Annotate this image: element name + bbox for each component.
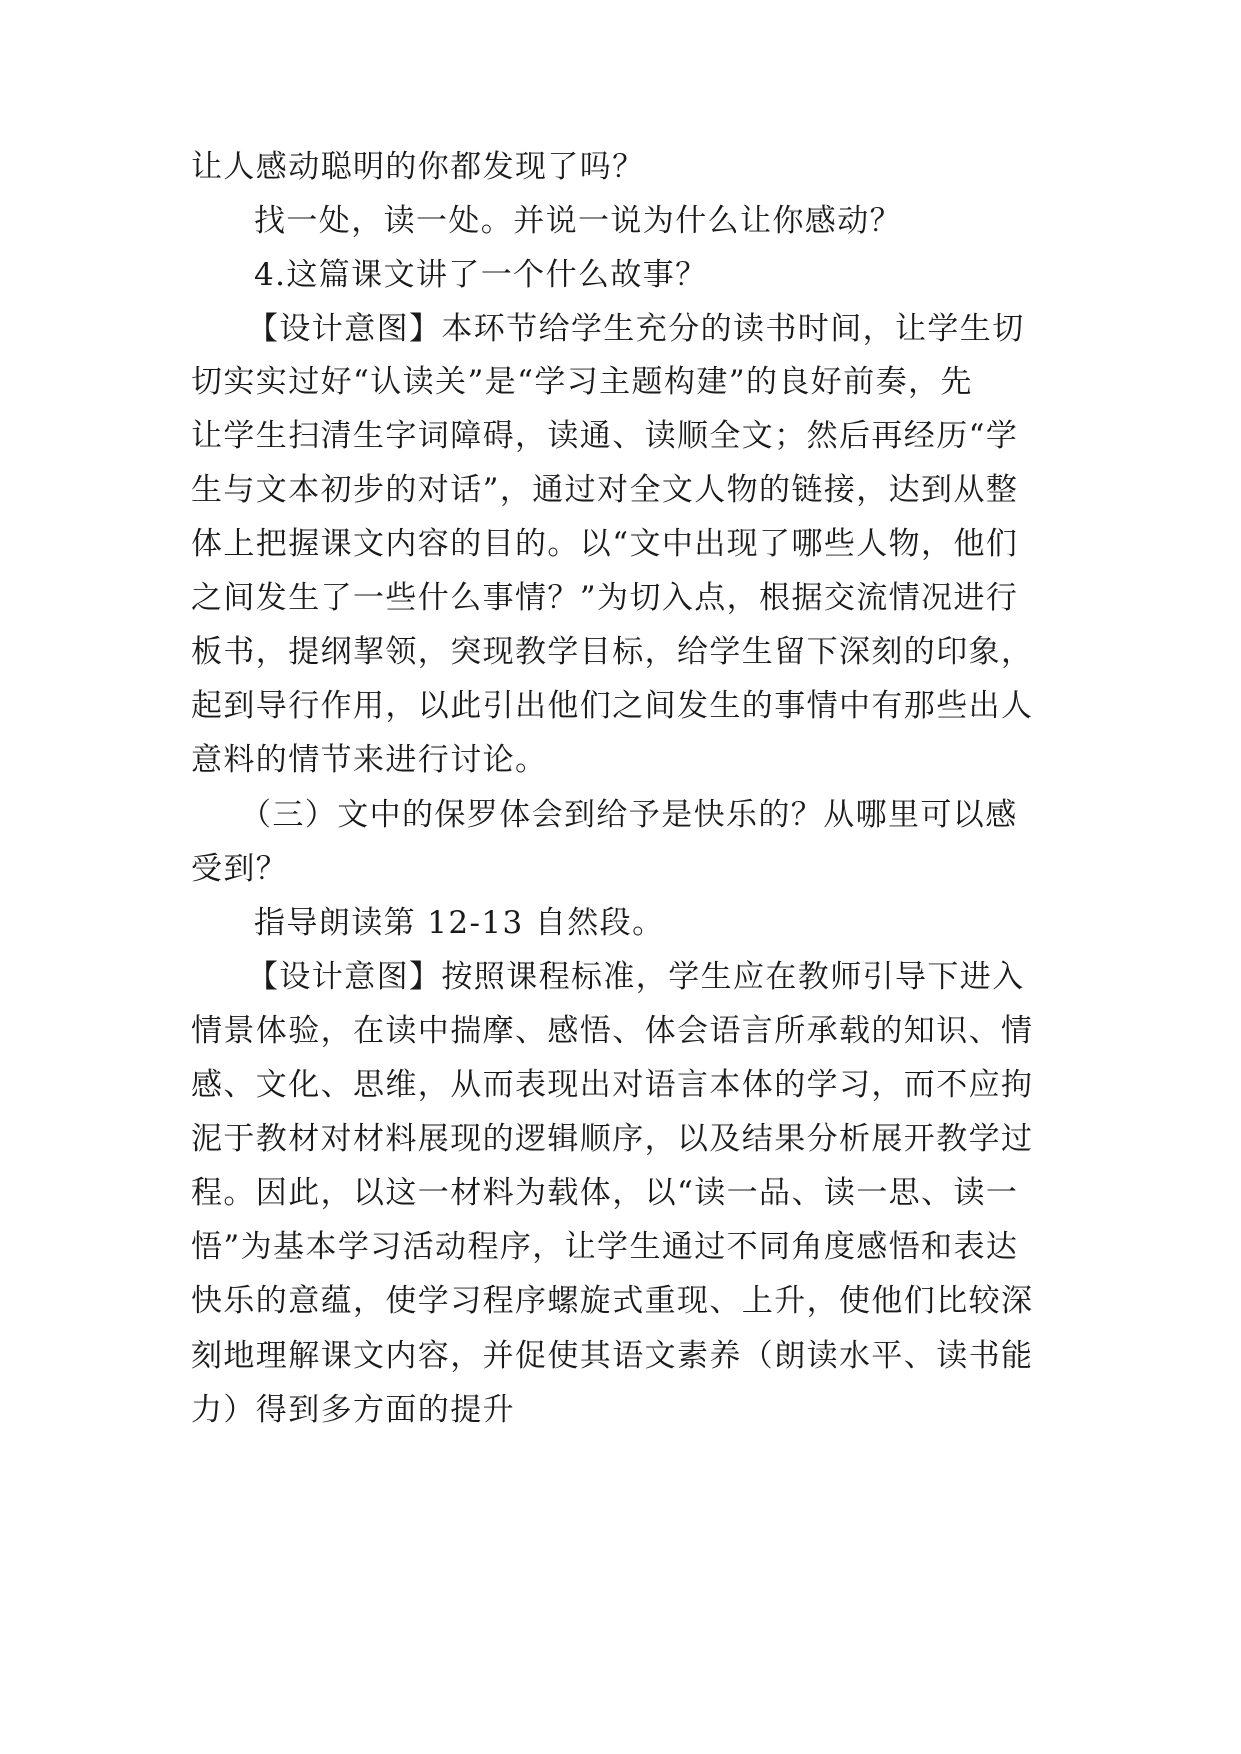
text-line: 让人感动聪明的你都发现了吗？: [191, 149, 645, 185]
text-line: 感、文化、思维，从而表现出对语言本体的学习，而不应拘: [191, 1067, 1034, 1103]
text-line: 【设计意图】本环节给学生充分的读书时间，让学生切: [247, 311, 1025, 347]
text-line: 让学生扫清生字词障碍，读通、读顺全文；然后再经历“学: [191, 418, 1019, 454]
text-line: 之间发生了一些什么事情？”为切入点，根据交流情况进行: [191, 580, 1019, 616]
text-line: 受到？: [191, 851, 289, 887]
text-line: 程。因此，以这一材料为载体，以“读一品、读一思、读一: [191, 1175, 1019, 1211]
text-line: 4.这篇课文讲了一个什么故事？: [254, 257, 708, 293]
text-line: 指导朗读第 12-13 自然段。: [254, 905, 665, 941]
text-line: 【设计意图】按照课程标准，学生应在教师引导下进入: [247, 959, 1025, 995]
text-line: 意料的情节来进行讨论。: [191, 742, 548, 778]
text-line: 刻地理解课文内容，并促使其语文素养（朗读水平、读书能: [191, 1338, 1034, 1374]
text-line: 力）得到多方面的提升: [191, 1392, 515, 1428]
text-line: 切实实过好“认读关”是“学习主题构建”的良好前奏，先: [191, 364, 973, 400]
text-line: 泥于教材对材料展现的逻辑顺序，以及结果分析展开教学过: [191, 1121, 1034, 1157]
text-line: 找一处，读一处。并说一说为什么让你感动？: [254, 203, 902, 239]
text-line: 体上把握课文内容的目的。以“文中出现了哪些人物，他们: [191, 526, 1019, 562]
text-line: 生与文本初步的对话”，通过对全文人物的链接，达到从整: [191, 472, 1019, 508]
text-line: 起到导行作用，以此引出他们之间发生的事情中有那些出人: [191, 688, 1034, 724]
text-line: （三）文中的保罗体会到给予是快乐的？从哪里可以感: [240, 797, 1018, 833]
text-line: 悟”为基本学习活动程序，让学生通过不同角度感悟和表达: [191, 1229, 1019, 1265]
text-line: 情景体验，在读中揣摩、感悟、体会语言所承载的知识、情: [191, 1013, 1034, 1049]
text-line: 板书，提纲挈领，突现教学目标，给学生留下深刻的印象，: [191, 634, 1034, 670]
text-line: 快乐的意蕴，使学习程序螺旋式重现、上升，使他们比较深: [191, 1283, 1034, 1319]
